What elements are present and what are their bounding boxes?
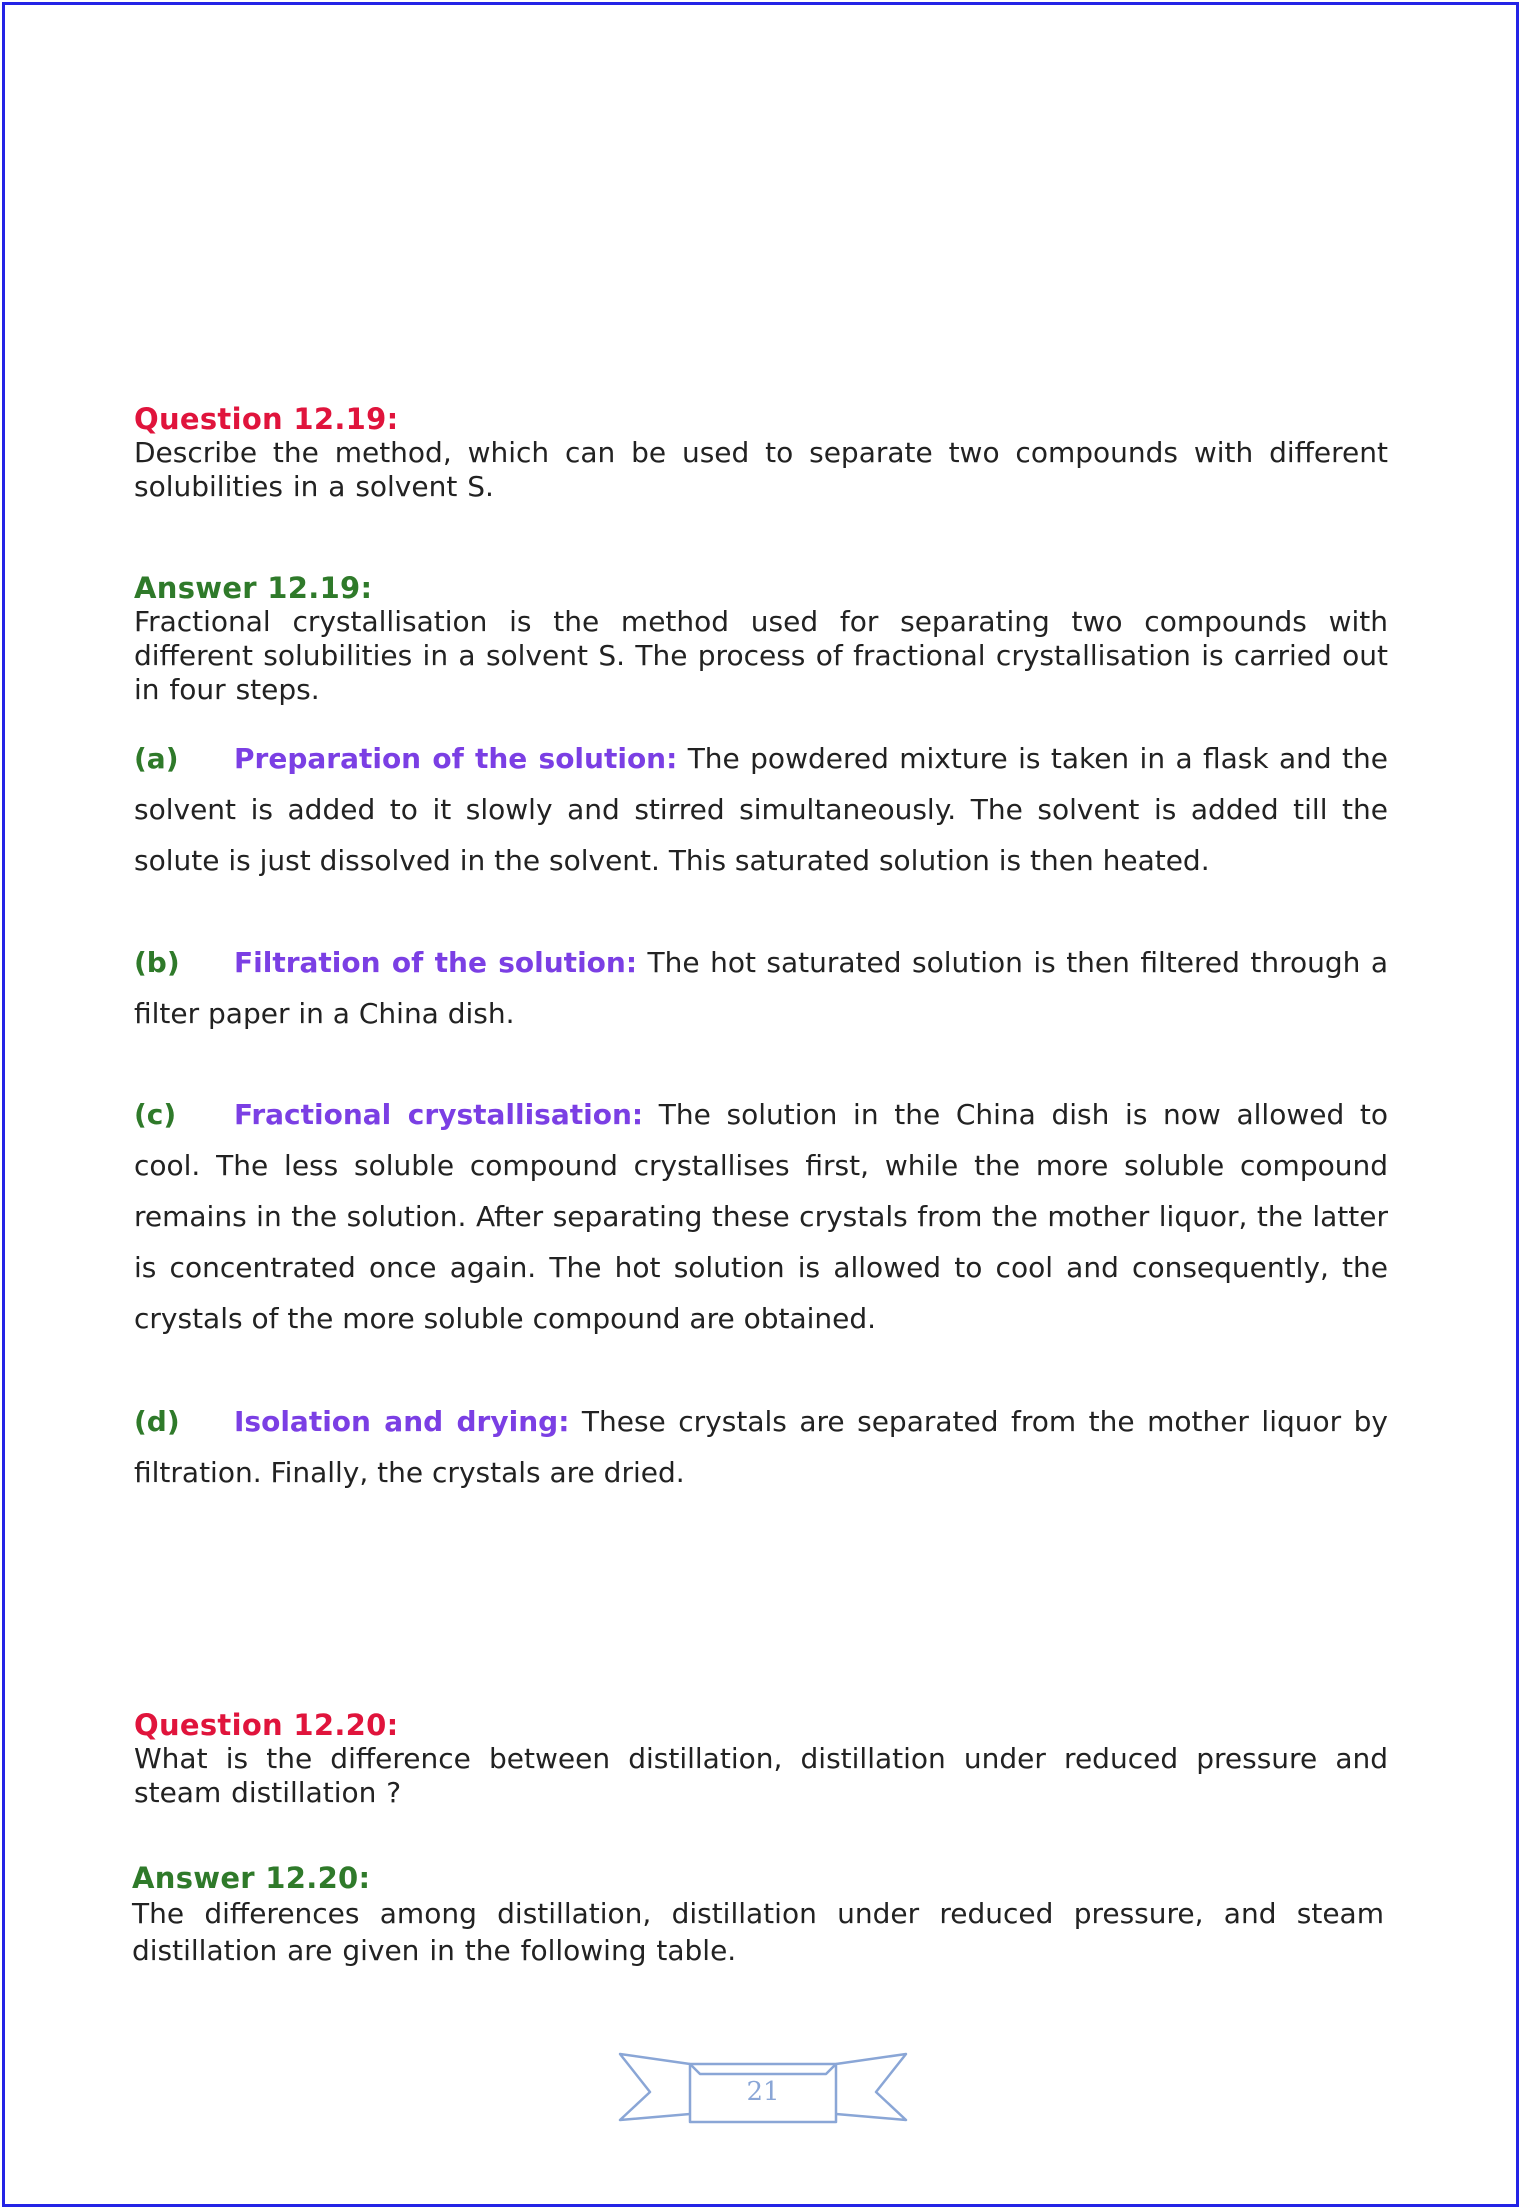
step-text: These crystals are separated from the mother liquor by filtration. Finally, the crystals are dried. bbox=[134, 1405, 1388, 1489]
step-marker: (c) bbox=[134, 1098, 177, 1131]
step-d bbox=[134, 1396, 1388, 1498]
step-b bbox=[134, 937, 1388, 1039]
answer-heading: Answer 12.20: bbox=[132, 1861, 371, 1895]
step-c bbox=[134, 1089, 1388, 1344]
step-title: Fractional crystallisation: bbox=[234, 1098, 644, 1131]
step-marker: (a) bbox=[134, 742, 179, 775]
answer-12-20 bbox=[132, 1861, 1384, 1969]
step-a bbox=[134, 733, 1388, 886]
step-title: Filtration of the solution: bbox=[234, 946, 638, 979]
question-text: What is the difference between distillation, distillation under reduced pressure and steam distillation ? bbox=[134, 1742, 1388, 1809]
page-number: 21 bbox=[746, 2077, 780, 2107]
step-marker: (d) bbox=[134, 1405, 180, 1438]
question-text: Describe the method, which can be used to separate two compounds with different solubilities in a solvent S. bbox=[134, 436, 1388, 503]
page-footer bbox=[618, 2052, 908, 2136]
answer-heading: Answer 12.19: bbox=[134, 571, 373, 605]
answer-intro: Fractional crystallisation is the method used for separating two compounds with different solubilities in a solvent S. The process of fractional crystallisation is carried out in four steps. bbox=[134, 605, 1388, 706]
step-text: The powdered mixture is taken in a flask and the solvent is added to it slowly and stirred simultaneously. The solvent is added till the solute is just dissolved in the solvent. This saturated solution is then heated. bbox=[134, 742, 1388, 877]
step-title: Isolation and drying: bbox=[234, 1405, 570, 1438]
step-marker: (b) bbox=[134, 946, 180, 979]
question-12-20 bbox=[134, 1708, 1388, 1810]
step-text: The hot saturated solution is then filtered through a filter paper in a China dish. bbox=[134, 946, 1389, 1030]
step-text: The solution in the China dish is now allowed to cool. The less soluble compound crystallises first, while the more soluble compound remains in the solution. After separating these crystals from the mother liquor, the latter is concentrated once again. The hot solution is allowed to cool and consequently, the crystals of the more soluble compound are obtained. bbox=[134, 1098, 1389, 1335]
question-12-19 bbox=[134, 402, 1388, 504]
step-title: Preparation of the solution: bbox=[234, 742, 678, 775]
answer-12-19 bbox=[134, 571, 1388, 707]
question-heading: Question 12.20: bbox=[134, 1708, 399, 1742]
answer-text: The differences among distillation, distillation under reduced pressure, and steam distillation are given in the following table. bbox=[132, 1897, 1384, 1967]
question-heading: Question 12.19: bbox=[134, 402, 399, 436]
